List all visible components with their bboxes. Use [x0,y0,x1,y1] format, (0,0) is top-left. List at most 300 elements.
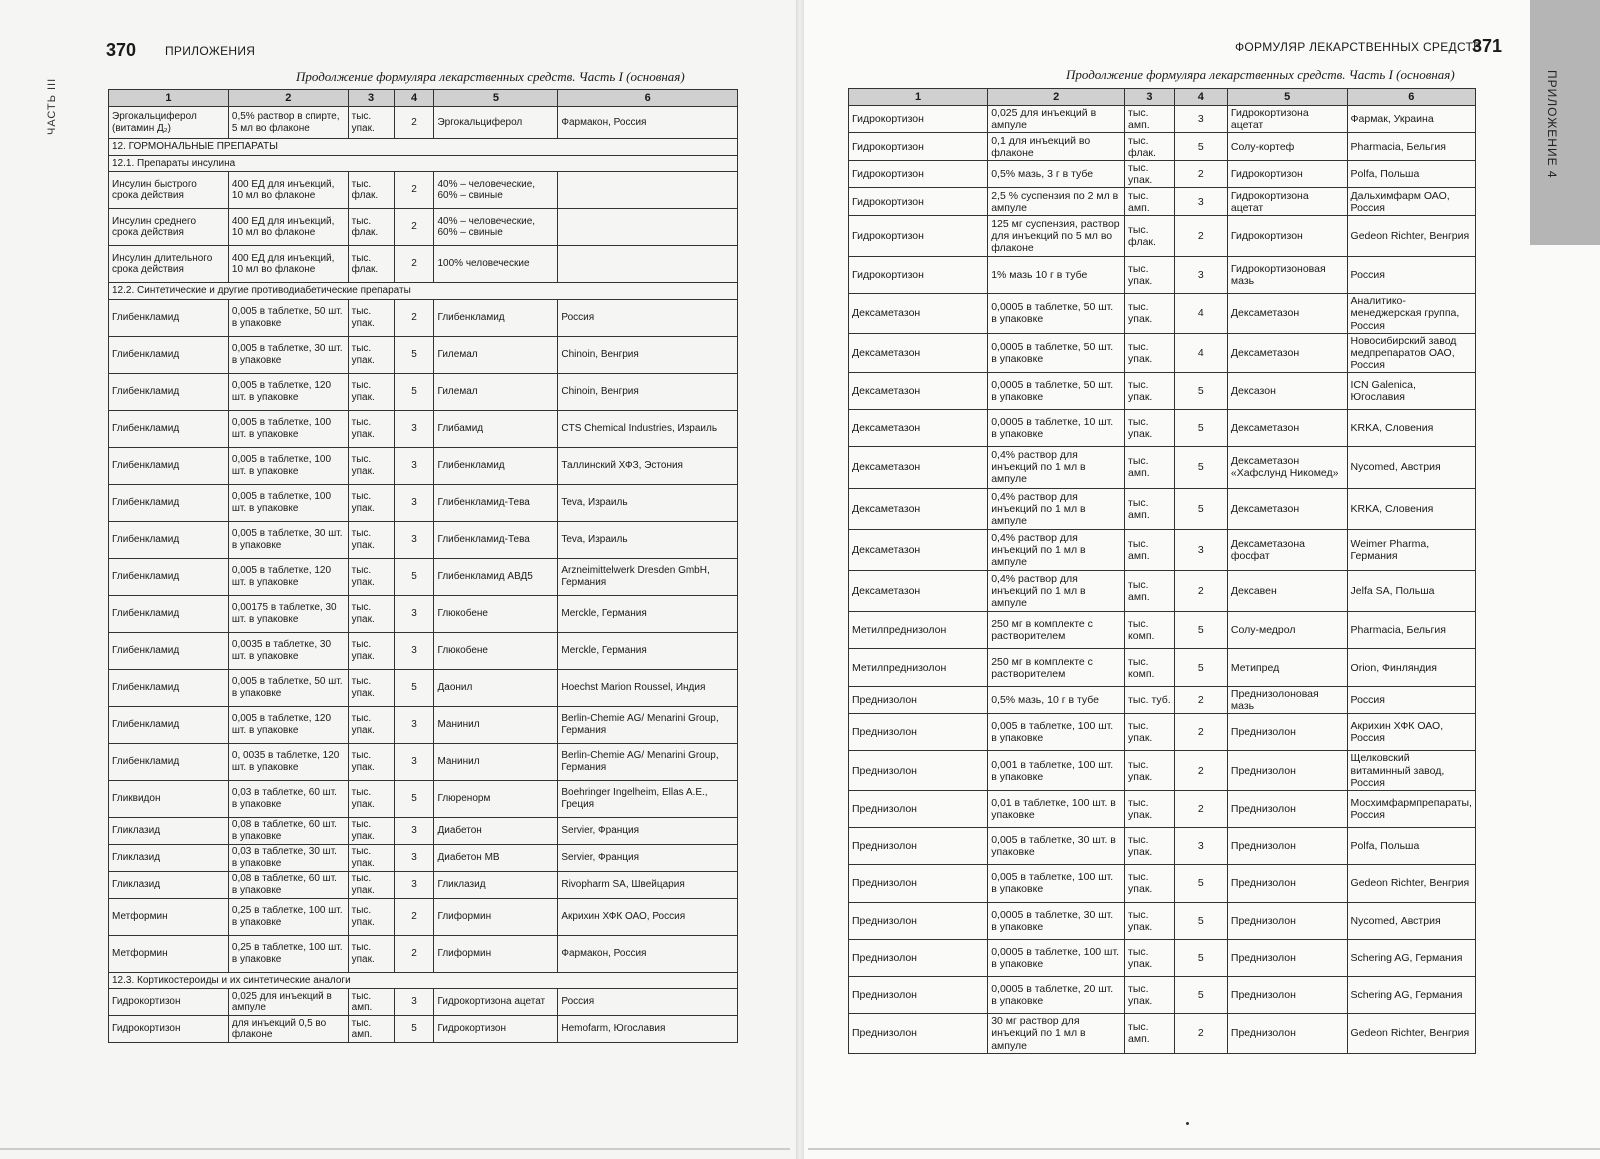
cell-c2: 0,4% раствор для инъекций по 1 мл в ампуле [988,570,1125,611]
cell-c3: тыс. амп. [1125,188,1175,215]
cell-c1: Дексаметазон [849,570,988,611]
table-row [849,188,1476,215]
cell-c6: Jelfa SA, Польша [1347,570,1475,611]
cell-c4: 5 [1174,488,1227,529]
cell-c4: 5 [394,558,434,595]
table-row [109,484,738,521]
cell-c2: 400 ЕД для инъекций, 10 мл во флаконе [228,209,348,246]
cell-c4: 5 [394,1016,434,1043]
cell-c4: 5 [1174,133,1227,160]
cell-c4: 3 [1174,188,1227,215]
cell-c4: 3 [394,410,434,447]
cell-c3: тыс. амп. [348,1016,394,1043]
cell-c3: тыс. упак. [348,935,394,972]
cell-c5: 100% человеческие [434,246,558,283]
cell-c1: Гликвидон [109,780,229,817]
cell-c1: Дексаметазон [849,529,988,570]
cell-c2: 0,005 в таблетке, 100 шт. в упаковке [228,484,348,521]
scan-edge-left [0,1148,790,1150]
cell-c6: Polfa, Польша [1347,160,1475,187]
cell-c3: тыс. упак. [1125,865,1175,902]
table-row [109,989,738,1016]
cell-c1: Преднизолон [849,714,988,751]
cell-c6: Teva, Израиль [558,521,738,558]
cell-c1: Преднизолон [849,1014,988,1053]
cell-c4: 3 [394,871,434,898]
cell-c6: Аналитико-менеджерская группа, Россия [1347,294,1475,333]
table-row [109,246,738,283]
cell-c3: тыс. упак. [348,336,394,373]
cell-c6: Chinoin, Венгрия [558,373,738,410]
table-row [109,743,738,780]
section-heading: 12.2. Синтетические и другие противодиабетические препараты [109,283,738,300]
cell-c5: Глибенкламид [434,447,558,484]
cell-c1: Глибенкламид [109,410,229,447]
cell-c6: Фармакон, Россия [558,107,738,139]
cell-c6: Россия [558,299,738,336]
cell-c6: Акрихин ХФК ОАО, Россия [558,898,738,935]
cell-c3: тыс. упак. [348,743,394,780]
cell-c3: тыс. амп. [1125,1014,1175,1053]
cell-c1: Глибенкламид [109,521,229,558]
cell-c3: тыс. флак. [1125,215,1175,256]
cell-c4: 5 [1174,372,1227,409]
cell-c3: тыс. упак. [348,373,394,410]
table-row [109,1016,738,1043]
cell-c3: тыс. упак. [1125,827,1175,864]
cell-c3: тыс. упак. [1125,257,1175,294]
cell-c1: Глибенкламид [109,743,229,780]
cell-c3: тыс. упак. [348,107,394,139]
cell-c2: 0,0035 в таблетке, 30 шт. в упаковке [228,632,348,669]
cell-c6: Rivopharm SA, Швейцария [558,871,738,898]
cell-c1: Гликлазид [109,817,229,844]
cell-c6: Merckle, Германия [558,632,738,669]
cell-c3: тыс. туб. [1125,686,1175,713]
column-header: 6 [558,90,738,107]
cell-c1: Глибенкламид [109,669,229,706]
cell-c3: тыс. упак. [348,780,394,817]
cell-c6: Polfa, Польша [1347,827,1475,864]
cell-c3: тыс. упак. [1125,751,1175,790]
cell-c6 [558,209,738,246]
cell-c3: тыс. амп. [348,989,394,1016]
cell-c1: Преднизолон [849,827,988,864]
cell-c1: Метилпреднизолон [849,649,988,686]
table-row [849,790,1476,827]
cell-c3: тыс. упак. [348,595,394,632]
cell-c5: Глибенкламид АВД5 [434,558,558,595]
scan-dot [1186,1122,1189,1125]
cell-c6: Таллинский ХФЗ, Эстония [558,447,738,484]
cell-c4: 2 [394,209,434,246]
cell-c2: 0,0005 в таблетке, 50 шт. в упаковке [988,294,1125,333]
cell-c6: Nycomed, Австрия [1347,447,1475,488]
cell-c4: 5 [1174,939,1227,976]
cell-c4: 2 [394,107,434,139]
cell-c2: 0,25 в таблетке, 100 шт. в упаковке [228,935,348,972]
cell-c2: 0,0005 в таблетке, 100 шт. в упаковке [988,939,1125,976]
section-row [109,155,738,172]
cell-c5: Дексаметазон [1227,488,1347,529]
cell-c2: 0,005 в таблетке, 120 шт. в упаковке [228,373,348,410]
cell-c2: 0,001 в таблетке, 100 шт. в упаковке [988,751,1125,790]
cell-c4: 3 [1174,529,1227,570]
table-row [109,780,738,817]
cell-c6: Мосхимфармпрепараты, Россия [1347,790,1475,827]
cell-c2: 0,005 в таблетке, 100 шт. в упаковке [228,410,348,447]
table-row [849,902,1476,939]
book-gutter [796,0,804,1159]
cell-c1: Дексаметазон [849,447,988,488]
table-row [109,595,738,632]
cell-c5: Преднизолон [1227,902,1347,939]
cell-c2: 0,03 в таблетке, 60 шт. в упаковке [228,780,348,817]
cell-c4: 2 [1174,751,1227,790]
column-header: 6 [1347,89,1475,106]
left-page-number: 370 [106,40,137,60]
cell-c5: Преднизолон [1227,939,1347,976]
table-row [849,133,1476,160]
cell-c3: тыс. упак. [348,817,394,844]
table-row [849,529,1476,570]
cell-c1: Глибенкламид [109,706,229,743]
cell-c3: тыс. упак. [1125,790,1175,827]
cell-c5: Дексаметазон [1227,294,1347,333]
table-row [849,294,1476,333]
cell-c2: 125 мг суспензия, раствор для инъекций по 5 мл во флаконе [988,215,1125,256]
cell-c2: 30 мг раствор для инъекций по 1 мл в ампуле [988,1014,1125,1053]
table-row [109,410,738,447]
cell-c3: тыс. упак. [1125,410,1175,447]
cell-c1: Дексаметазон [849,372,988,409]
cell-c1: Преднизолон [849,865,988,902]
table-row [109,209,738,246]
cell-c3: тыс. упак. [348,447,394,484]
cell-c3: тыс. амп. [1125,488,1175,529]
column-header: 2 [988,89,1125,106]
cell-c3: тыс. упак. [1125,939,1175,976]
cell-c5: Преднизолон [1227,790,1347,827]
cell-c6: ICN Galenica, Югославия [1347,372,1475,409]
cell-c5: Преднизолон [1227,827,1347,864]
cell-c4: 2 [394,898,434,935]
section-row [109,139,738,156]
cell-c6: Servier, Франция [558,844,738,871]
table-row [109,521,738,558]
cell-c5: Глибенкламид-Тева [434,521,558,558]
cell-c3: тыс. амп. [1125,447,1175,488]
cell-c4: 5 [394,780,434,817]
cell-c6: Schering AG, Германия [1347,939,1475,976]
cell-c1: Метформин [109,898,229,935]
cell-c3: тыс. упак. [1125,902,1175,939]
cell-c3: тыс. упак. [1125,714,1175,751]
cell-c4: 3 [394,844,434,871]
cell-c4: 5 [394,373,434,410]
cell-c5: Метипред [1227,649,1347,686]
cell-c1: Эргокальциферол (витамин Д₂) [109,107,229,139]
cell-c6: Gedeon Richter, Венгрия [1347,215,1475,256]
cell-c2: 0,005 в таблетке, 50 шт. в упаковке [228,669,348,706]
cell-c1: Гликлазид [109,871,229,898]
cell-c6: Chinoin, Венгрия [558,336,738,373]
cell-c6: Фармак, Украина [1347,106,1475,133]
cell-c4: 5 [1174,410,1227,447]
cell-c5: Преднизолон [1227,865,1347,902]
cell-c4: 2 [394,246,434,283]
cell-c2: 0,025 для инъекций в ампуле [228,989,348,1016]
cell-c4: 3 [1174,827,1227,864]
scan-edge-right [808,1148,1600,1150]
cell-c4: 5 [1174,902,1227,939]
cell-c2: 0,005 в таблетке, 100 шт. в упаковке [988,865,1125,902]
cell-c5: Гидрокортизон [1227,160,1347,187]
cell-c2: 0,0005 в таблетке, 30 шт. в упаковке [988,902,1125,939]
left-table-caption: Продолжение формуляра лекарственных средств. Часть I (основная) [296,69,685,84]
cell-c3: тыс. флак. [348,172,394,209]
cell-c3: тыс. флак. [348,246,394,283]
cell-c4: 5 [394,669,434,706]
cell-c4: 3 [394,632,434,669]
cell-c3: тыс. упак. [348,632,394,669]
cell-c5: Гидрокортизон [1227,215,1347,256]
cell-c3: тыс. упак. [348,299,394,336]
cell-c3: тыс. амп. [1125,529,1175,570]
cell-c1: Преднизолон [849,977,988,1014]
cell-c1: Глибенкламид [109,336,229,373]
cell-c1: Глибенкламид [109,558,229,595]
cell-c4: 3 [394,595,434,632]
cell-c5: Манинил [434,743,558,780]
right-side-label: ПРИЛОЖЕНИЕ 4 [1545,70,1559,179]
table-row [849,160,1476,187]
section-heading: 12.3. Кортикостероиды и их синтетические аналоги [109,972,738,989]
section-heading: 12. ГОРМОНАЛЬНЫЕ ПРЕПАРАТЫ [109,139,738,156]
cell-c2: 0,4% раствор для инъекций по 1 мл в ампуле [988,488,1125,529]
cell-c1: Глибенкламид [109,299,229,336]
table-row [849,649,1476,686]
cell-c2: 0,005 в таблетке, 50 шт. в упаковке [228,299,348,336]
column-header: 1 [849,89,988,106]
cell-c2: 0,01 в таблетке, 100 шт. в упаковке [988,790,1125,827]
cell-c6: Фармакон, Россия [558,935,738,972]
cell-c2: 0,005 в таблетке, 120 шт. в упаковке [228,558,348,595]
cell-c3: тыс. упак. [348,410,394,447]
cell-c5: Дексазон [1227,372,1347,409]
cell-c6: Щелковский витаминный завод, Россия [1347,751,1475,790]
cell-c5: Солу-кортеф [1227,133,1347,160]
cell-c3: тыс. амп. [1125,106,1175,133]
cell-c3: тыс. упак. [1125,333,1175,372]
cell-c1: Гидрокортизон [849,257,988,294]
cell-c6: Новосибирский завод медпрепаратов ОАО, Россия [1347,333,1475,372]
cell-c2: 0,03 в таблетке, 30 шт. в упаковке [228,844,348,871]
cell-c2: 0, 0035 в таблетке, 120 шт. в упаковке [228,743,348,780]
cell-c4: 4 [1174,333,1227,372]
cell-c4: 2 [1174,570,1227,611]
cell-c2: 250 мг в комплекте с растворителем [988,649,1125,686]
cell-c4: 2 [1174,215,1227,256]
cell-c5: Преднизолоновая мазь [1227,686,1347,713]
cell-c5: Солу-медрол [1227,612,1347,649]
table-row [849,257,1476,294]
cell-c4: 2 [1174,714,1227,751]
cell-c6: Gedeon Richter, Венгрия [1347,1014,1475,1053]
cell-c3: тыс. флак. [348,209,394,246]
cell-c1: Инсулин длительного срока действия [109,246,229,283]
column-header: 5 [1227,89,1347,106]
section-heading: 12.1. Препараты инсулина [109,155,738,172]
cell-c4: 4 [1174,294,1227,333]
cell-c4: 5 [1174,865,1227,902]
cell-c2: 1% мазь 10 г в тубе [988,257,1125,294]
left-formulary-table [108,89,738,1043]
cell-c5: Преднизолон [1227,751,1347,790]
cell-c5: 40% – человеческие, 60% – свиные [434,172,558,209]
cell-c4: 3 [394,989,434,1016]
cell-c6: Россия [1347,686,1475,713]
cell-c4: 3 [394,447,434,484]
cell-c2: 0,1 для инъекций во флаконе [988,133,1125,160]
cell-c1: Преднизолон [849,686,988,713]
cell-c3: тыс. упак. [348,558,394,595]
cell-c6: Arzneimittelwerk Dresden GmbH, Германия [558,558,738,595]
cell-c1: Глибенкламид [109,447,229,484]
table-row [849,215,1476,256]
table-row [109,299,738,336]
cell-c2: 0,4% раствор для инъекций по 1 мл в ампуле [988,529,1125,570]
table-row [849,686,1476,713]
cell-c3: тыс. упак. [1125,977,1175,1014]
cell-c3: тыс. упак. [348,871,394,898]
cell-c6: KRKA, Словения [1347,488,1475,529]
cell-c2: 0,0005 в таблетке, 10 шт. в упаковке [988,410,1125,447]
table-row [849,1014,1476,1053]
cell-c4: 3 [394,706,434,743]
cell-c1: Гидрокортизон [849,106,988,133]
cell-c6: Акрихин ХФК ОАО, Россия [1347,714,1475,751]
cell-c2: 0,025 для инъекций в ампуле [988,106,1125,133]
cell-c2: 0,005 в таблетке, 120 шт. в упаковке [228,706,348,743]
table-row [849,751,1476,790]
cell-c1: Глибенкламид [109,595,229,632]
table-row [109,935,738,972]
cell-c2: 0,005 в таблетке, 30 шт. в упаковке [228,521,348,558]
cell-c4: 3 [394,484,434,521]
cell-c5: Гилемал [434,336,558,373]
cell-c5: Дексавен [1227,570,1347,611]
cell-c3: тыс. упак. [1125,160,1175,187]
cell-c6: Schering AG, Германия [1347,977,1475,1014]
cell-c6: Дальхимфарм ОАО, Россия [1347,188,1475,215]
table-row [849,977,1476,1014]
cell-c3: тыс. упак. [348,844,394,871]
cell-c3: тыс. упак. [348,669,394,706]
cell-c1: Дексаметазон [849,488,988,529]
cell-c1: Глибенкламид [109,632,229,669]
table-row [109,336,738,373]
cell-c5: 40% – человеческие, 60% – свиные [434,209,558,246]
cell-c6: Hoechst Marion Roussel, Индия [558,669,738,706]
cell-c4: 2 [1174,1014,1227,1053]
cell-c1: Дексаметазон [849,333,988,372]
cell-c3: тыс. упак. [1125,372,1175,409]
cell-c5: Диабетон [434,817,558,844]
table-row [109,373,738,410]
cell-c5: Глибенкламид [434,299,558,336]
cell-c1: Гидрокортизон [849,160,988,187]
right-page-header: ФОРМУЛЯР ЛЕКАРСТВЕННЫХ СРЕДСТВ [1235,40,1482,54]
cell-c2: 400 ЕД для инъекций, 10 мл во флаконе [228,246,348,283]
cell-c1: Гидрокортизон [109,1016,229,1043]
table-row [849,570,1476,611]
table-row [849,106,1476,133]
cell-c3: тыс. амп. [1125,570,1175,611]
table-row [109,172,738,209]
cell-c2: 0,0005 в таблетке, 50 шт. в упаковке [988,333,1125,372]
cell-c1: Гликлазид [109,844,229,871]
cell-c1: Гидрокортизон [849,215,988,256]
cell-c4: 3 [394,817,434,844]
cell-c2: 250 мг в комплекте с растворителем [988,612,1125,649]
cell-c5: Дексаметазон «Хафслунд Никомед» [1227,447,1347,488]
cell-c5: Глибамид [434,410,558,447]
cell-c5: Гликлазид [434,871,558,898]
cell-c5: Дексаметазон [1227,333,1347,372]
cell-c2: 0,08 в таблетке, 60 шт. в упаковке [228,817,348,844]
cell-c5: Глиформин [434,935,558,972]
cell-c2: 0,0005 в таблетке, 50 шт. в упаковке [988,372,1125,409]
cell-c4: 2 [394,172,434,209]
table-row [109,706,738,743]
cell-c2: 0,00175 в таблетке, 30 шт. в упаковке [228,595,348,632]
cell-c5: Гидрокортизона ацетат [1227,106,1347,133]
cell-c1: Преднизолон [849,751,988,790]
cell-c6: Servier, Франция [558,817,738,844]
cell-c2: 0,5% мазь, 3 г в тубе [988,160,1125,187]
section-row [109,283,738,300]
table-row [849,939,1476,976]
cell-c1: Глибенкламид [109,373,229,410]
cell-c4: 2 [1174,790,1227,827]
cell-c5: Дексаметазона фосфат [1227,529,1347,570]
cell-c2: 0,25 в таблетке, 100 шт. в упаковке [228,898,348,935]
cell-c6: Hemofarm, Югославия [558,1016,738,1043]
cell-c1: Дексаметазон [849,410,988,447]
cell-c3: тыс. упак. [348,706,394,743]
cell-c6: Pharmacia, Бельгия [1347,612,1475,649]
table-row [109,817,738,844]
cell-c2: 0,08 в таблетке, 60 шт. в упаковке [228,871,348,898]
section-row [109,972,738,989]
cell-c6: Berlin-Chemie AG/ Menarini Group, Германия [558,743,738,780]
cell-c4: 2 [1174,160,1227,187]
cell-c4: 3 [1174,106,1227,133]
cell-c5: Гидрокортизон [434,1016,558,1043]
cell-c1: Гидрокортизон [849,188,988,215]
cell-c5: Глюкобене [434,632,558,669]
cell-c3: тыс. комп. [1125,649,1175,686]
cell-c4: 3 [394,521,434,558]
table-row [849,372,1476,409]
cell-c6: Boehringer Ingelheim, Ellas A.E., Греция [558,780,738,817]
column-header: 5 [434,90,558,107]
table-row [109,632,738,669]
cell-c6 [558,172,738,209]
cell-c5: Манинил [434,706,558,743]
cell-c6: Weimer Pharma, Германия [1347,529,1475,570]
